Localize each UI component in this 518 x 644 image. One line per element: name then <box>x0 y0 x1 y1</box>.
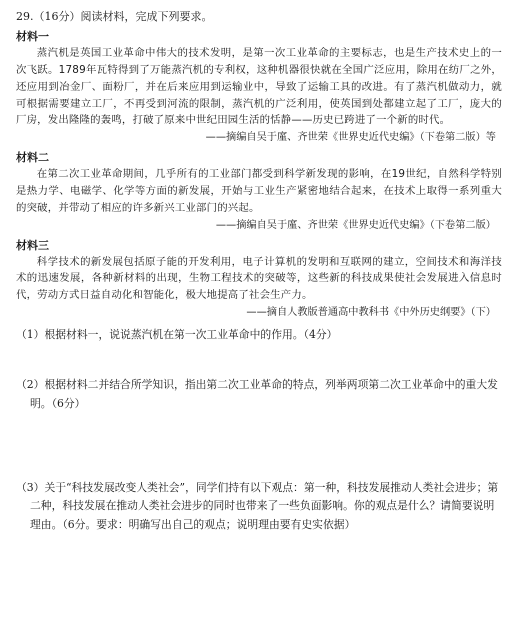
material-2-source: ——摘编自吴于廑、齐世荣《世界史近代史编》（下卷第二版） <box>215 219 496 231</box>
subquestion-3: （3）关于“科技发展改变人类社会”，同学们持有以下观点：第一种，科技发展推动人类社会进步；第二种，科技发展在推动人类社会进步的同时也带来了一些负面影响。你的观点是什么？请简要说明理由。（6分。要求：明确写出自己的观点；说明理由要有史实依据） <box>16 480 499 531</box>
material-2-title: 材料二 <box>16 151 49 165</box>
material-3 <box>16 237 502 321</box>
subquestion-1: （1）根据材料一，说说蒸汽机在第一次工业革命中的作用。（4分） <box>16 327 338 341</box>
material-1-title: 材料一 <box>16 30 49 44</box>
question-header: 29.（16分）阅读材料，完成下列要求。 <box>16 10 213 23</box>
material-3-title: 材料三 <box>16 238 49 252</box>
material-1 <box>16 28 502 146</box>
material-2-text: 在第二次工业革命期间，几乎所有的工业部门都受到科学新发现的影响，在19世纪，自然科学特别是热力学、电磁学、化学等方面的新发展，开始与工业生产紧密地结合起来，在技术上取得一系列重大的突破，并带动了相应的许多新兴工业部门的兴起。 <box>16 168 502 214</box>
material-2 <box>16 149 502 233</box>
material-3-text: 科学技术的新发展包括原子能的开发利用，电子计算机的发明和互联网的建立，空间技术和海洋技术的迅速发展，各种新材料的出现，生物工程技术的突破等，这些新的科技成果使社会发展进入信息时代，劳动方式日益自动化和智能化，极大地提高了社会生产力。 <box>16 255 502 302</box>
material-3-source: ——摘自人教版普通高中教科书《中外历史纲要》（下） <box>246 307 496 319</box>
subquestion-2: （2）根据材料二并结合所学知识，指出第二次工业革命的特点，列举两项第二次工业革命中的重大发明。（6分） <box>16 378 498 410</box>
material-1-source: ——摘编自吴于廑、齐世荣《世界史近代史编》（下卷第二版）等 <box>205 132 496 144</box>
material-1-text: 蒸汽机是英国工业革命中伟大的技术发明，是第一次工业革命的主要标志，也是生产技术史上的一次飞跃。1789年瓦特得到了万能蒸汽机的专利权，这种机器很快就在全国广泛应用，除用在纺厂之外，还应用到冶金厂、面粉厂，并在后来应用到运输业中，导致了运输工具的改进。有了蒸汽机做动力，就可根据需要建立工厂，不再受到河流的限制，蒸汽机的广泛利用，使英国到处都建立起了工厂，庞大的厂房，发出隆隆的轰鸣，打破了原来中世纪田园生活的恬静——历史已跨进了一个新的时代。 <box>16 47 502 127</box>
